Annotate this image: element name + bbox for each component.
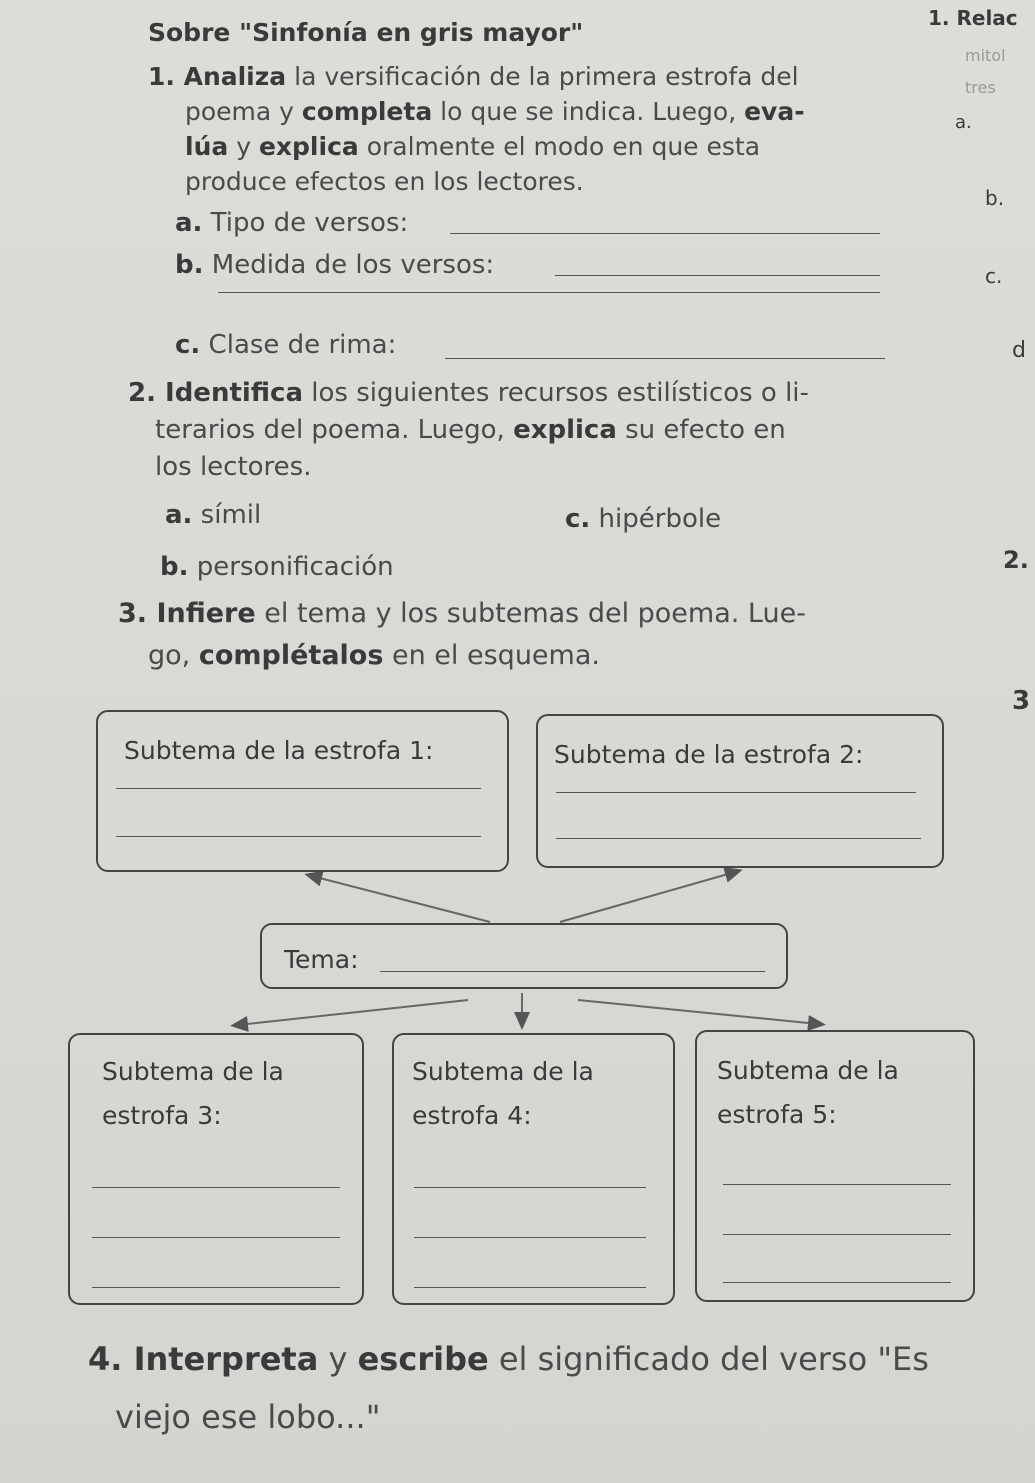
answer-line-box2-2[interactable] <box>556 838 921 839</box>
answer-line-box3-1[interactable] <box>92 1187 340 1188</box>
arrow-to-box5 <box>578 1000 818 1024</box>
answer-line-box3-2[interactable] <box>92 1237 340 1238</box>
q1-line3-bold2: explica <box>258 132 359 161</box>
section-title: Sobre "Sinfonía en gris mayor" <box>148 18 584 47</box>
answer-line-box3-3[interactable] <box>92 1287 340 1288</box>
box4-label-2: estrofa 4: <box>412 1101 532 1130</box>
q4-line2: viejo ese lobo..." <box>115 1398 381 1436</box>
q1-line2-bold2: eva- <box>744 97 805 126</box>
box5-label-2: estrofa 5: <box>717 1100 837 1129</box>
box3-label-1: Subtema de la <box>102 1057 284 1086</box>
q1-line2-bold: completa <box>301 97 433 126</box>
subtema-box-3 <box>68 1033 364 1305</box>
q3-line2-pre: go, <box>148 640 199 671</box>
q1-line3-bold: lúa <box>185 132 229 161</box>
q3-line2-bold: complétalos <box>198 640 384 671</box>
subtema-box-4 <box>392 1033 675 1305</box>
arrow-to-box1 <box>312 876 490 922</box>
right-col-c: c. <box>985 264 1003 288</box>
q4-line1-bold2: escribe <box>357 1340 489 1378</box>
subtema-box-1 <box>96 710 509 872</box>
subtema-box-2 <box>536 714 944 868</box>
q3-line1-rest: el tema y los subtemas del poema. Lue- <box>255 598 806 629</box>
q2-b-letter: b. <box>160 552 189 582</box>
answer-line-box4-3[interactable] <box>414 1287 646 1288</box>
q1-a-text: Tipo de versos: <box>202 208 409 238</box>
q3-verb: 3. Infiere <box>118 598 256 629</box>
box3-label-2: estrofa 3: <box>102 1101 222 1130</box>
q2-c-letter: c. <box>565 504 591 534</box>
q1-c-text: Clase de rima: <box>200 330 397 360</box>
answer-line-box5-3[interactable] <box>723 1282 951 1283</box>
answer-line-box5-2[interactable] <box>723 1234 951 1235</box>
right-col-b: b. <box>985 186 1005 210</box>
subtema-box-5 <box>695 1030 975 1302</box>
right-col-word-1: mitol <box>965 46 1006 65</box>
answer-line-box1-1[interactable] <box>116 788 481 789</box>
q1-line3-rest: oralmente el modo en que esta <box>358 132 761 161</box>
answer-line-tema[interactable] <box>380 971 765 972</box>
arrow-to-box2 <box>560 872 735 922</box>
right-col-2: 2. <box>1003 546 1029 574</box>
q3-line2-rest: en el esquema. <box>383 640 600 671</box>
q1-a-letter: a. <box>175 208 203 238</box>
answer-line-box4-2[interactable] <box>414 1237 646 1238</box>
box2-label: Subtema de la estrofa 2: <box>554 740 864 769</box>
q1-b-letter: b. <box>175 250 204 280</box>
answer-line-box4-1[interactable] <box>414 1187 646 1188</box>
q2-c-text: hipérbole <box>590 504 722 534</box>
tema-box <box>260 923 788 989</box>
q2-a-text: símil <box>192 500 262 530</box>
right-col-d: d <box>1012 338 1026 363</box>
q4-verb: 4. Interpreta <box>88 1340 319 1378</box>
box4-label-1: Subtema de la <box>412 1057 594 1086</box>
right-col-3: 3 <box>1012 686 1031 716</box>
q4-line1-rest: el significado del verso "Es <box>488 1340 929 1378</box>
answer-line-box1-2[interactable] <box>116 836 481 837</box>
tema-label: Tema: <box>284 945 359 974</box>
q2-line2-bold: explica <box>513 415 617 445</box>
q4-line1-mid: y <box>318 1340 358 1378</box>
q1-verb: 1. Analiza <box>148 62 287 91</box>
q2-line2-rest: su efecto en <box>616 415 786 445</box>
q4-line1 <box>88 1340 929 1378</box>
q1-line1-text: la versificación de la primera estrofa del <box>286 62 799 91</box>
q1-line2-pre: poema y <box>185 97 302 126</box>
right-col-word-2: tres <box>965 78 996 97</box>
box5-label-1: Subtema de la <box>717 1056 899 1085</box>
arrow-to-box3 <box>238 1000 468 1025</box>
q2-line3: los lectores. <box>155 452 312 482</box>
right-col-a: a. <box>955 112 972 133</box>
box1-label: Subtema de la estrofa 1: <box>124 736 434 765</box>
q2-a-letter: a. <box>165 500 193 530</box>
answer-line-box5-1[interactable] <box>723 1184 951 1185</box>
q2-b-text: personificación <box>188 552 394 582</box>
q2-line1-rest: los siguientes recursos estilísticos o li- <box>303 378 809 408</box>
q2-verb: 2. Identifica <box>128 378 304 408</box>
q1-line4: produce efectos en los lectores. <box>185 167 584 196</box>
q2-line2-pre: terarios del poema. Luego, <box>155 415 514 445</box>
right-col-heading: 1. Relac <box>928 6 1018 30</box>
q1-line3-mid: y <box>228 132 259 161</box>
q1-b-text: Medida de los versos: <box>203 250 495 280</box>
answer-line-box2-1[interactable] <box>556 792 916 793</box>
q1-line2-rest: lo que se indica. Luego, <box>432 97 745 126</box>
q1-c-letter: c. <box>175 330 201 360</box>
